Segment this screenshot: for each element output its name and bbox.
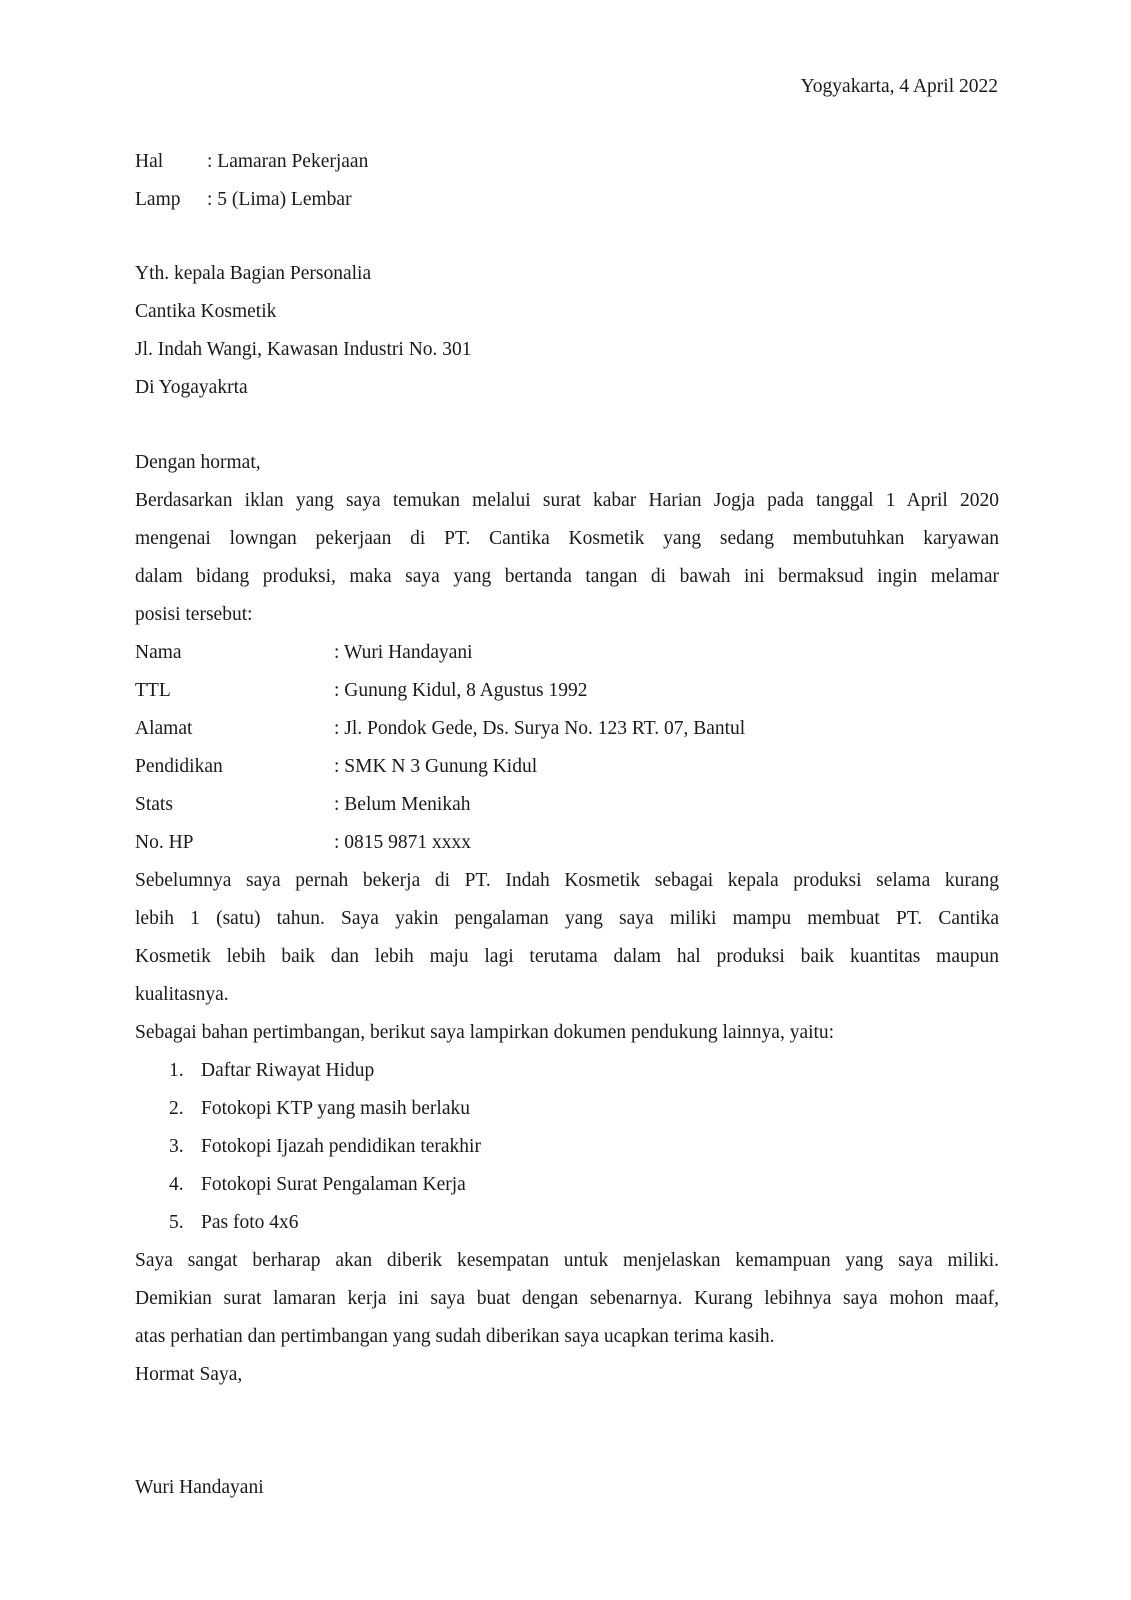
field-value-nama: : Wuri Handayani [334,642,473,663]
list-item: Fotokopi KTP yang masih berlaku [201,1098,471,1119]
experience-line: Kosmetik lebih baik dan lebih maju lagi terutama dalam hal produksi baik kuantitas maupun [135,946,999,967]
intro-line: posisi tersebut: [135,604,253,625]
list-item: Fotokopi Surat Pengalaman Kerja [201,1174,466,1195]
sign-off: Hormat Saya, [135,1364,243,1385]
list-number: 1. [169,1060,184,1081]
closing-line: Demikian surat lamaran kerja ini saya buat dengan sebenarnya. Kurang lebihnya saya mohon maaf, [135,1288,999,1309]
list-item: Fotokopi Ijazah pendidikan terakhir [201,1136,481,1157]
greeting: Dengan hormat, [135,452,261,473]
subject-label: Hal [135,151,164,172]
place-date: Yogyakarta, 4 April 2022 [800,76,998,97]
recipient-line: Jl. Indah Wangi, Kawasan Industri No. 301 [135,339,472,360]
list-number: 4. [169,1174,184,1195]
field-value-status: : Belum Menikah [334,794,471,815]
list-item: Daftar Riwayat Hidup [201,1060,375,1081]
field-value-ttl: : Gunung Kidul, 8 Agustus 1992 [334,680,588,701]
attachment-label: Lamp [135,189,181,210]
field-label-pendidikan: Pendidikan [135,756,223,777]
intro-line: mengenai lowngan pekerjaan di PT. Cantika Kosmetik yang sedang membutuhkan karyawan [135,528,999,549]
attachment-line [135,188,352,212]
attachments-intro: Sebagai bahan pertimbangan, berikut saya lampirkan dokumen pendukung lainnya, yaitu: [135,1022,835,1043]
list-number: 2. [169,1098,184,1119]
list-number: 3. [169,1136,184,1157]
field-value-alamat: : Jl. Pondok Gede, Ds. Surya No. 123 RT. 07, Bantul [334,718,746,739]
field-label-nama: Nama [135,642,182,663]
closing-line: atas perhatian dan pertimbangan yang sudah diberikan saya ucapkan terima kasih. [135,1326,775,1347]
recipient-line: Cantika Kosmetik [135,301,277,322]
signer-name: Wuri Handayani [135,1477,264,1498]
recipient-line: Di Yogayakrta [135,377,248,398]
list-item: Pas foto 4x6 [201,1212,299,1233]
intro-line: dalam bidang produksi, maka saya yang bertanda tangan di bawah ini bermaksud ingin melamar [135,566,999,587]
experience-line: kualitasnya. [135,984,229,1005]
field-value-pendidikan: : SMK N 3 Gunung Kidul [334,756,538,777]
experience-line: lebih 1 (satu) tahun. Saya yakin pengalaman yang saya miliki mampu membuat PT. Cantika [135,908,999,929]
recipient-line: Yth. kepala Bagian Personalia [135,263,372,284]
subject-value: : Lamaran Pekerjaan [207,151,369,172]
attachment-value: : 5 (Lima) Lembar [207,189,352,210]
closing-line: Saya sangat berharap akan diberik kesempatan untuk menjelaskan kemampuan yang saya miliki. [135,1250,999,1271]
field-label-ttl: TTL [135,680,171,701]
field-label-phone: No. HP [135,832,194,853]
field-label-status: Stats [135,794,173,815]
subject-line [135,150,368,174]
field-value-phone: : 0815 9871 xxxx [334,832,472,853]
experience-line: Sebelumnya saya pernah bekerja di PT. Indah Kosmetik sebagai kepala produksi selama kurang [135,870,999,891]
intro-line: Berdasarkan iklan yang saya temukan melalui surat kabar Harian Jogja pada tanggal 1 April 2020 [135,490,999,511]
field-label-alamat: Alamat [135,718,193,739]
list-number: 5. [169,1212,184,1233]
